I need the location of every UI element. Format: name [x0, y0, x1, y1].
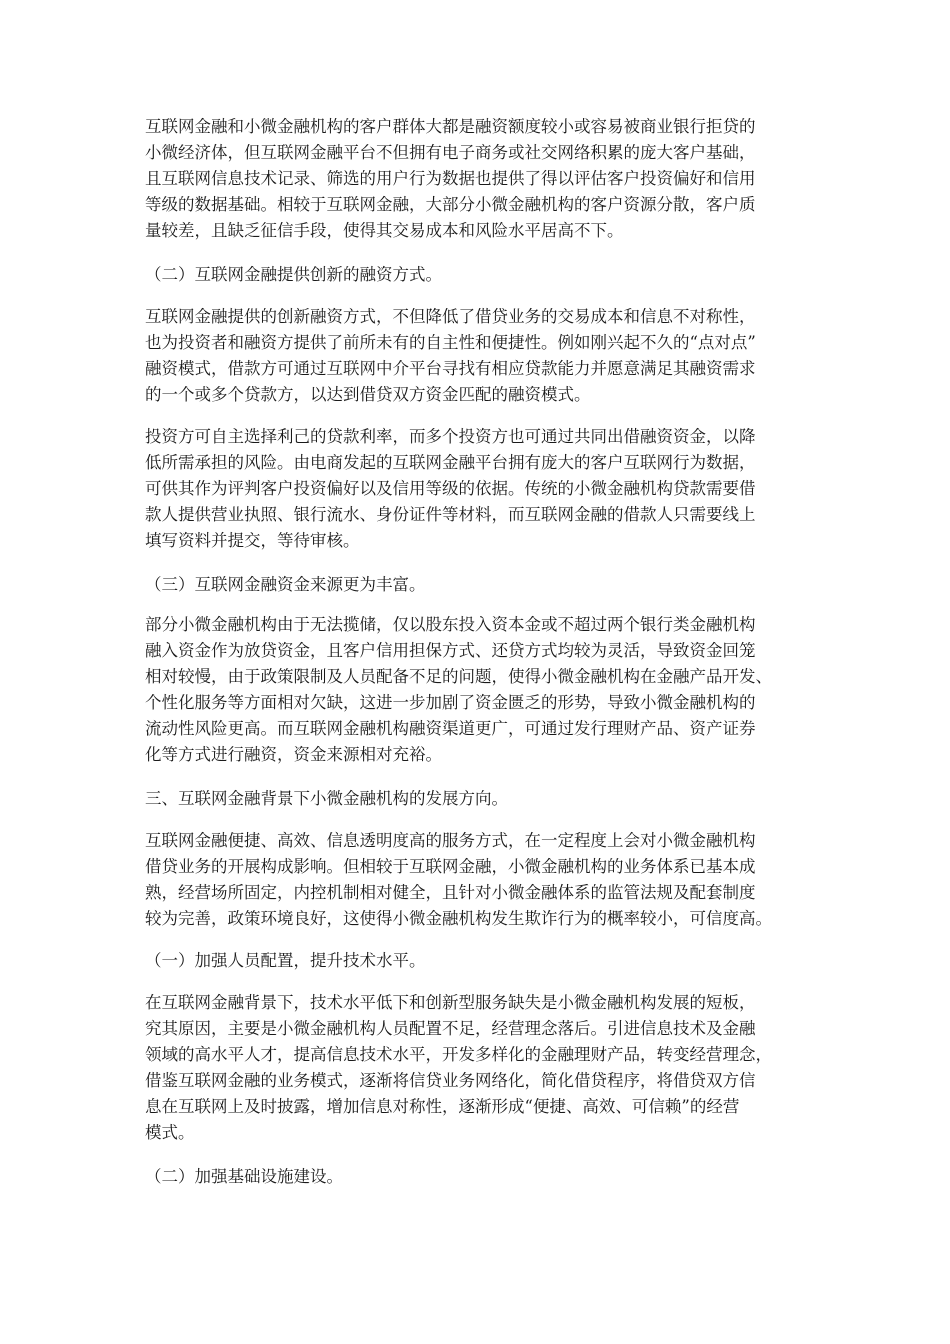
paragraph-line: 较为完善，政策环境良好，这使得小微金融机构发生欺诈行为的概率较小，可信度高。	[145, 909, 772, 928]
section-heading-innovative-financing: （二）互联网金融提供创新的融资方式。	[145, 265, 442, 284]
paragraph-line: 部分小微金融机构由于无法揽储，仅以股东投入资本金或不超过两个银行类金融机构	[145, 615, 756, 634]
paragraph-staffing	[145, 990, 835, 1146]
paragraph-development-direction	[145, 828, 835, 932]
paragraph-line: 熟，经营场所固定，内控机制相对健全，且针对小微金融体系的监管法规及配套制度	[145, 883, 756, 902]
section-heading-staffing: （一）加强人员配置，提升技术水平。	[145, 951, 426, 970]
paragraph-line: 领域的高水平人才，提高信息技术水平，开发多样化的金融理财产品，转变经营理念，	[145, 1045, 772, 1064]
paragraph-line: 融资模式，借款方可通过互联网中介平台寻找有相应贷款能力并愿意满足其融资需求	[145, 359, 756, 378]
paragraph-line: 借贷业务的开展构成影响。但相较于互联网金融，小微金融机构的业务体系已基本成	[145, 857, 756, 876]
paragraph-line: 可供其作为评判客户投资偏好以及信用等级的依据。传统的小微金融机构贷款需要借	[145, 479, 756, 498]
paragraph-line: 借鉴互联网金融的业务模式，逐渐将信贷业务网络化，简化借贷程序，将借贷双方信	[145, 1071, 756, 1090]
paragraph-customer-base	[145, 114, 835, 244]
paragraph-line: 流动性风险更高。而互联网金融机构融资渠道更广，可通过发行理财产品、资产证券	[145, 719, 756, 738]
paragraph-line: 低所需承担的风险。由电商发起的互联网金融平台拥有庞大的客户互联网行为数据，	[145, 453, 756, 472]
paragraph-line: 化等方式进行融资，资金来源相对充裕。	[145, 745, 442, 764]
section-heading-infrastructure: （二）加强基础设施建设。	[145, 1167, 343, 1186]
paragraph-line: 模式。	[145, 1123, 195, 1142]
paragraph-innovative-financing	[145, 304, 835, 408]
paragraph-line: 量较差，且缺乏征信手段，使得其交易成本和风险水平居高不下。	[145, 221, 624, 240]
paragraph-line: 在互联网金融背景下，技术水平低下和创新型服务缺失是小微金融机构发展的短板，	[145, 993, 756, 1012]
paragraph-line: 究其原因，主要是小微金融机构人员配置不足，经营理念落后。引进信息技术及金融	[145, 1019, 756, 1038]
paragraph-line: 且互联网信息技术记录、筛选的用户行为数据也提供了得以评估客户投资偏好和信用	[145, 169, 756, 188]
paragraph-line: 等级的数据基础。相较于互联网金融，大部分小微金融机构的客户资源分散，客户质	[145, 195, 756, 214]
paragraph-line: 互联网金融提供的创新融资方式，不但降低了借贷业务的交易成本和信息不对称性，	[145, 307, 756, 326]
paragraph-line: 小微经济体，但互联网金融平台不但拥有电子商务或社交网络积累的庞大客户基础，	[145, 143, 756, 162]
section-heading-funding-sources: （三）互联网金融资金来源更为丰富。	[145, 575, 426, 594]
paragraph-line: 相对较慢，由于政策限制及人员配备不足的问题，使得小微金融机构在金融产品开发、	[145, 667, 772, 686]
paragraph-line: 互联网金融便捷、高效、信息透明度高的服务方式，在一定程度上会对小微金融机构	[145, 831, 756, 850]
paragraph-line: 个性化服务等方面相对欠缺，这进一步加剧了资金匮乏的形势，导致小微金融机构的	[145, 693, 756, 712]
paragraph-line: 融入资金作为放贷资金，且客户信用担保方式、还贷方式均较为灵活，导致资金回笼	[145, 641, 756, 660]
paragraph-line: 款人提供营业执照、银行流水、身份证件等材料，而互联网金融的借款人只需要线上	[145, 505, 756, 524]
paragraph-line: 的一个或多个贷款方，以达到借贷双方资金匹配的融资模式。	[145, 385, 591, 404]
section-heading-development-direction: 三、互联网金融背景下小微金融机构的发展方向。	[145, 789, 508, 808]
paragraph-line: 填写资料并提交，等待审核。	[145, 531, 360, 550]
paragraph-line: 投资方可自主选择利己的贷款利率，而多个投资方也可通过共同出借融资资金，以降	[145, 427, 756, 446]
paragraph-investor-choice	[145, 424, 835, 554]
paragraph-line: 也为投资者和融资方提供了前所未有的自主性和便捷性。例如刚兴起不久的“点对点”	[145, 333, 756, 352]
paragraph-funding-sources	[145, 612, 835, 768]
paragraph-line: 息在互联网上及时披露，增加信息对称性，逐渐形成“便捷、高效、可信赖”的经营	[145, 1097, 740, 1116]
paragraph-line: 互联网金融和小微金融机构的客户群体大都是融资额度较小或容易被商业银行拒贷的	[145, 117, 756, 136]
